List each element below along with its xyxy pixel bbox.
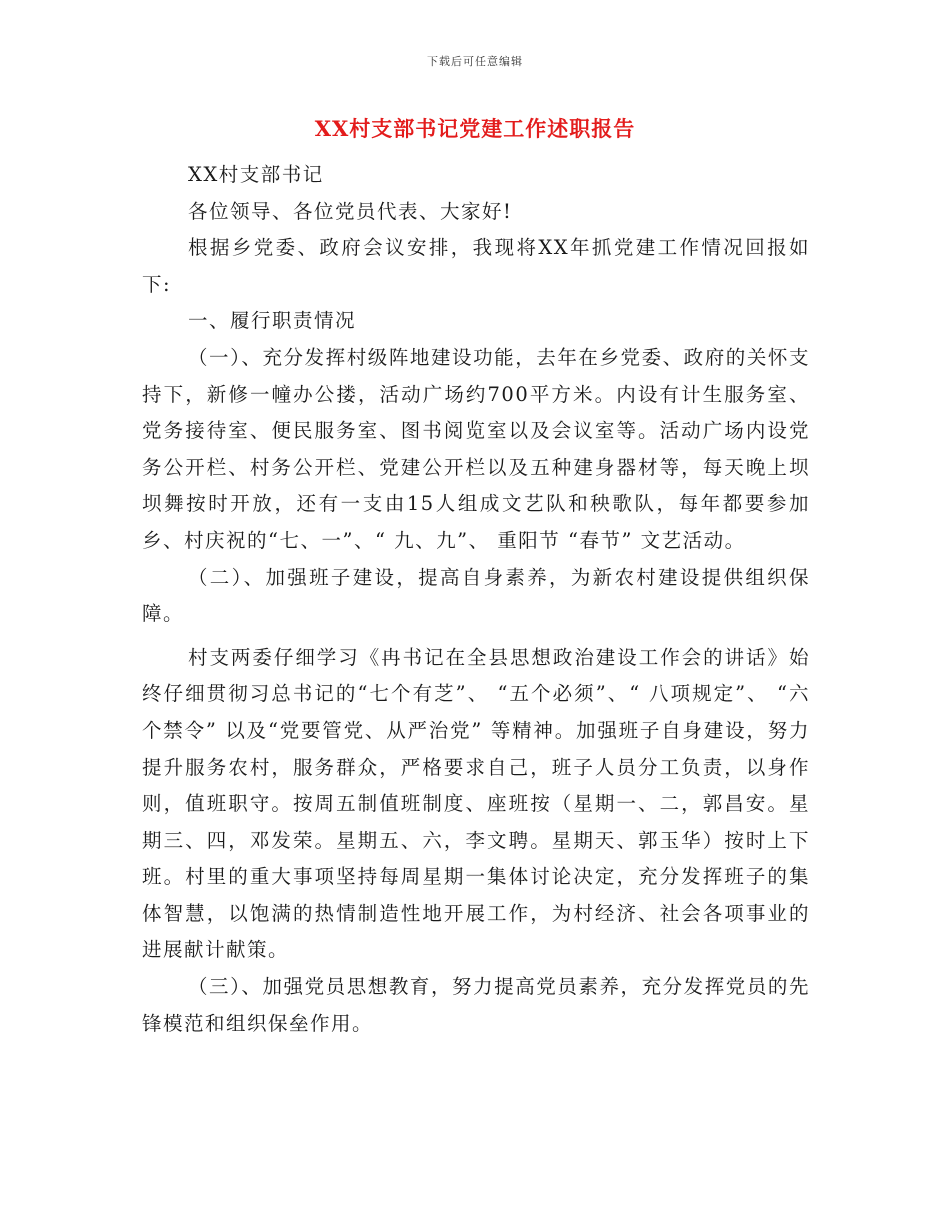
document-body bbox=[142, 157, 810, 1042]
section-heading: 一、履行职责情况 bbox=[188, 309, 357, 333]
body-paragraph: （一）、充分发挥村级阵地建设功能，去年在乡党委、政府的关怀支持下，新修一幢办公搂，活动广场约700平方米。内设有计生服务室、党务接待室、便民服务室、图书阅览室以及会议室等。活动广场内设党务公开栏、村务公开栏、党建公开栏以及五种建身器材等，每天晚上坝坝舞按时开放，还有一支由15人组成文艺队和秧歌队，每年都要参加乡、村庆祝的“七、一”、“ 九、九”、 重阳节 “春节” 文艺活动。 bbox=[142, 345, 810, 552]
greeting: 各位领导、各位党员代表、大家好! bbox=[188, 199, 513, 223]
header-note: 下载后可任意编辑 bbox=[427, 55, 523, 68]
document-title: XX村支部书记党建工作述职报告 bbox=[314, 116, 636, 141]
intro-paragraph: 根据乡党委、政府会议安排，我现将XX年抓党建工作情况回报如下: bbox=[142, 236, 810, 296]
body-paragraph: （三）、加强党员思想教育，努力提高党员素养，充分发挥党员的先锋模范和组织保垒作用。 bbox=[142, 975, 810, 1035]
salutation-role: XX村支部书记 bbox=[188, 163, 324, 186]
body-paragraph: （二）、加强班子建设，提高自身素养，为新农村建设提供组织保障。 bbox=[142, 565, 810, 626]
body-paragraph: 村支两委仔细学习《冉书记在全县思想政治建设工作会的讲话》始终仔细贯彻习总书记的“七个有芝”、 “五个必须”、“ 八项规定”、 “六个禁令” 以及“党要管党、从严治党” 等精神。加强班子自身建设，努力提升服务农村，服务群众，严格要求自己，班子人员分工负责，以身作则，值班职守。按周五制值班制度、座班按（星期一、二，郭昌安。星期三、四，邓发荣。星期五、六，李文聘。星期天、郭玉华）按时上下班。村里的重大事项坚持每周星期一集体讨论决定，充分发挥班子的集体智慧，以饱满的热情制造性地开展工作，为村经济、社会各项事业的进展献计献策。 bbox=[142, 645, 810, 962]
